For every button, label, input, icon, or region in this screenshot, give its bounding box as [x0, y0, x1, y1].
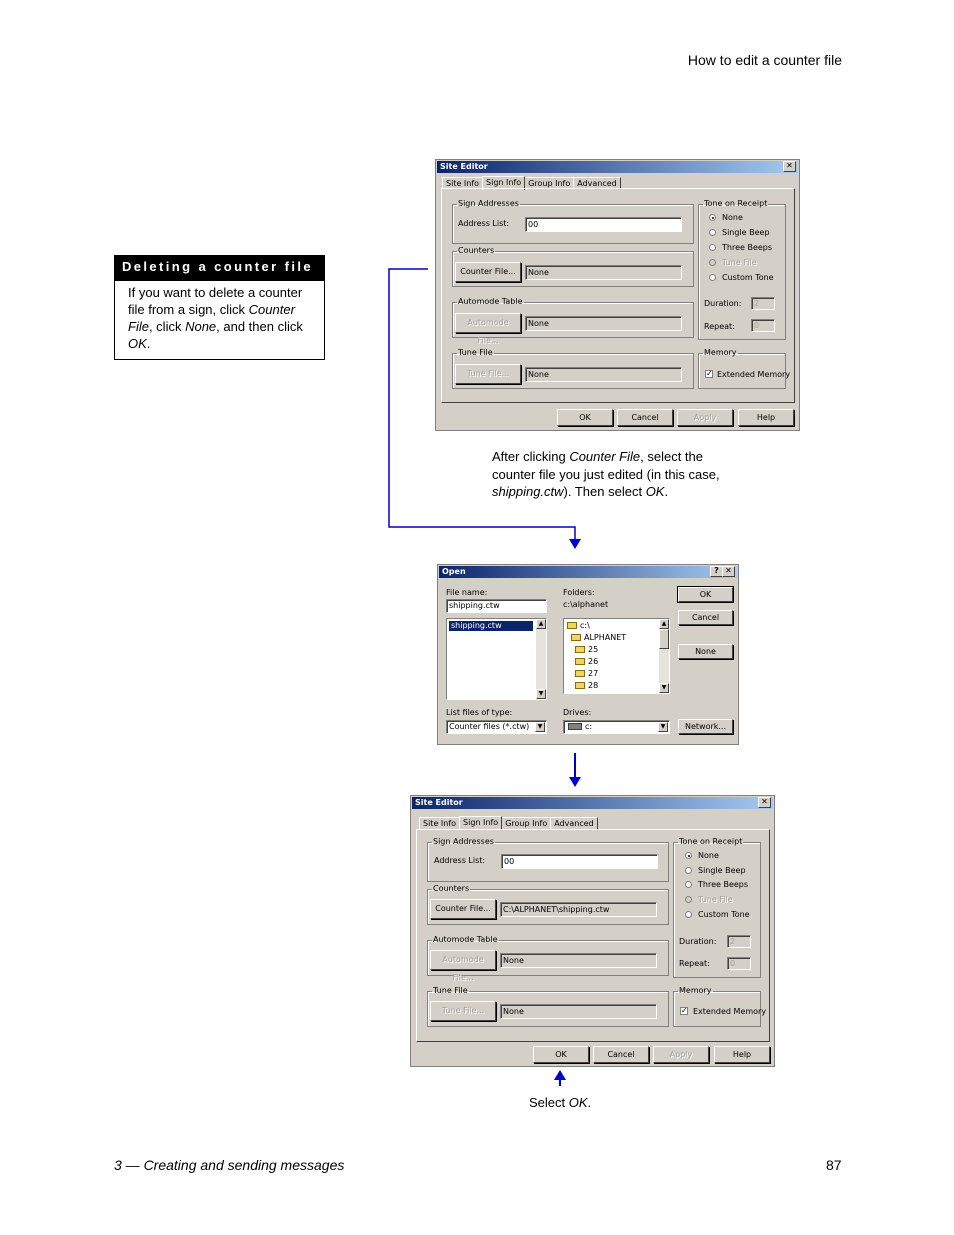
drives-label: Drives: — [563, 708, 592, 717]
scroll-down-icon[interactable]: ▼ — [659, 683, 669, 693]
radio-label: Single Beep — [698, 866, 746, 875]
folder-icon — [575, 658, 585, 665]
cancel-button[interactable]: Cancel — [593, 1046, 649, 1063]
sidebar-emphasis: Counter File — [128, 302, 295, 334]
counter-file-field: None — [525, 265, 682, 280]
radio-label: Tune File — [722, 258, 757, 267]
radio-tune-file[interactable] — [685, 896, 692, 903]
radio-none[interactable] — [709, 214, 716, 221]
group-legend: Automode Table — [458, 297, 523, 306]
duration-input[interactable]: 2 — [751, 297, 775, 310]
tab-strip — [442, 175, 620, 187]
none-button[interactable]: None — [678, 644, 733, 659]
sidebar-emphasis: OK — [128, 336, 147, 351]
site-editor-dialog-after — [410, 795, 775, 1067]
apply-button[interactable]: Apply — [653, 1046, 709, 1063]
address-list-input[interactable]: 00 — [501, 854, 658, 869]
group-legend: Sign Addresses — [433, 837, 494, 846]
caption-emphasis: OK — [645, 484, 665, 499]
caption-text: After clicking — [492, 449, 570, 464]
tab-sign-info[interactable]: Sign Info — [459, 816, 502, 830]
folder-item[interactable] — [575, 681, 598, 690]
repeat-input[interactable]: 0 — [751, 319, 775, 332]
radio-label: Custom Tone — [722, 273, 774, 282]
dialog-title: Open — [442, 567, 466, 576]
automode-file-field: None — [500, 953, 657, 968]
site-editor-dialog-before — [435, 159, 800, 431]
chevron-down-icon[interactable]: ▼ — [535, 722, 545, 732]
file-list-scrollbar[interactable] — [536, 619, 546, 699]
drives-select[interactable] — [563, 720, 670, 734]
tune-file-button[interactable]: Tune File... — [430, 1001, 496, 1021]
duration-label: Duration: — [704, 299, 742, 308]
ok-button[interactable]: OK — [557, 409, 613, 426]
dialog-titlebar — [412, 797, 773, 809]
caption-text: Select — [529, 1095, 569, 1110]
arrowhead-down-2 — [569, 777, 581, 787]
sidebar-text: If you want to delete a counter file from a sign, click — [128, 285, 303, 317]
list-type-value: Counter files (*.ctw) — [449, 722, 530, 731]
group-legend: Counters — [458, 246, 495, 255]
page-number: 87 — [826, 1157, 842, 1173]
scroll-up-icon[interactable]: ▲ — [536, 619, 546, 629]
radio-label: Single Beep — [722, 228, 770, 237]
drives-value: c: — [585, 722, 593, 731]
folder-item[interactable] — [575, 669, 598, 678]
folder-icon — [575, 646, 585, 653]
folders-label: Folders: — [563, 588, 595, 597]
radio-label: Tune File — [698, 895, 733, 904]
radio-three-beeps[interactable] — [709, 244, 716, 251]
tune-file-button[interactable]: Tune File... — [455, 364, 521, 384]
folders-path: c:\alphanet — [563, 600, 609, 609]
caption-text: , select the counter file you just edited (in this case, — [492, 449, 720, 482]
sidebar-emphasis: None — [185, 319, 217, 334]
folder-item-label: c:\ — [580, 621, 590, 630]
close-icon[interactable]: ✕ — [758, 797, 771, 808]
extended-memory-checkbox[interactable]: ✓ — [706, 369, 713, 378]
folder-item-label: 27 — [588, 669, 599, 678]
tab-site-info[interactable]: Site Info — [442, 177, 483, 189]
network-button[interactable]: Network... — [678, 719, 733, 734]
sidebar-text: . — [146, 336, 151, 351]
caption-select-ok — [529, 1094, 591, 1112]
close-icon[interactable]: ✕ — [783, 161, 796, 172]
open-folder-icon — [567, 622, 577, 629]
group-legend: Counters — [433, 884, 470, 893]
ok-button[interactable]: OK — [533, 1046, 589, 1063]
group-legend: Tune File — [458, 348, 493, 357]
folder-item[interactable] — [571, 633, 626, 642]
counter-file-field: C:\ALPHANET\shipping.ctw — [500, 902, 657, 917]
folder-icon — [575, 670, 585, 677]
counter-file-button[interactable]: Counter File... — [430, 899, 496, 919]
arrowhead-up-3 — [554, 1070, 566, 1080]
tab-advanced[interactable]: Advanced — [573, 177, 621, 189]
tune-file-field: None — [525, 367, 682, 382]
file-name-label: File name: — [446, 588, 488, 597]
close-icon[interactable]: ✕ — [722, 566, 735, 577]
checkbox-label: Extended Memory — [693, 1007, 767, 1016]
cancel-button[interactable]: Cancel — [678, 610, 733, 625]
radio-tune-file[interactable] — [709, 259, 716, 266]
repeat-label: Repeat: — [679, 959, 710, 968]
duration-input[interactable]: 2 — [727, 935, 751, 948]
group-legend: Tone on Receipt — [679, 837, 743, 846]
automode-file-button[interactable]: Automode File... — [455, 313, 521, 333]
repeat-input[interactable]: 0 — [727, 957, 751, 970]
repeat-label: Repeat: — [704, 322, 735, 331]
caption-counter-file — [492, 448, 732, 501]
extended-memory-checkbox[interactable]: ✓ — [681, 1006, 688, 1015]
sidebar-text: , click — [148, 319, 186, 334]
running-header: How to edit a counter file — [687, 52, 842, 68]
folder-item-label: 25 — [588, 645, 599, 654]
help-button[interactable]: Help — [714, 1046, 770, 1063]
caption-text: . — [587, 1095, 592, 1110]
group-legend: Tone on Receipt — [704, 199, 768, 208]
caption-text: . — [664, 484, 669, 499]
file-list[interactable] — [446, 618, 547, 700]
file-list-item[interactable]: shipping.ctw — [449, 621, 533, 631]
counter-file-button[interactable]: Counter File... — [455, 262, 521, 282]
radio-single-beep[interactable] — [685, 867, 692, 874]
group-legend: Memory — [704, 348, 737, 357]
folder-item-label: ALPHANET — [584, 633, 627, 642]
automode-file-button[interactable]: Automode File... — [430, 950, 496, 970]
help-icon[interactable]: ? — [710, 566, 723, 577]
radio-custom-tone[interactable] — [709, 274, 716, 281]
tab-advanced[interactable]: Advanced — [550, 817, 598, 829]
radio-label: Custom Tone — [698, 910, 750, 919]
scroll-up-icon[interactable]: ▲ — [659, 619, 669, 629]
dialog-title: Site Editor — [440, 162, 488, 171]
tab-site-info[interactable]: Site Info — [419, 817, 460, 829]
caption-text: ). Then select — [563, 484, 646, 499]
tab-group-info[interactable]: Group Info — [501, 817, 551, 829]
group-legend: Memory — [679, 986, 712, 995]
address-list-input[interactable]: 00 — [525, 217, 682, 232]
checkbox-label: Extended Memory — [717, 370, 791, 379]
footer-chapter: 3 — Creating and sending messages — [114, 1157, 345, 1173]
group-legend: Automode Table — [433, 935, 498, 944]
tab-sign-info[interactable]: Sign Info — [482, 176, 525, 190]
radio-label: Three Beeps — [722, 243, 773, 252]
folder-item-label: 26 — [588, 657, 599, 666]
open-folder-icon — [571, 634, 581, 641]
duration-label: Duration: — [679, 937, 717, 946]
caption-emphasis: Counter File — [569, 449, 641, 464]
automode-file-field: None — [525, 316, 682, 331]
folder-list[interactable] — [563, 618, 670, 694]
radio-none[interactable] — [685, 852, 692, 859]
cancel-button[interactable]: Cancel — [617, 409, 673, 426]
sidebar-title: Deleting a counter file — [115, 256, 324, 281]
scroll-down-icon[interactable]: ▼ — [536, 689, 546, 699]
radio-label: None — [698, 851, 719, 860]
drive-icon — [568, 723, 582, 730]
chevron-down-icon[interactable]: ▼ — [658, 722, 668, 732]
dialog-titlebar — [437, 161, 798, 173]
sidebar-text: , and then click — [216, 319, 303, 334]
arrowhead-down-1 — [569, 539, 581, 549]
folder-item[interactable] — [575, 645, 598, 654]
address-list-label: Address List: — [434, 856, 486, 865]
ok-button[interactable]: OK — [678, 587, 733, 602]
group-legend: Sign Addresses — [458, 199, 519, 208]
list-type-select[interactable] — [446, 720, 547, 734]
apply-button[interactable]: Apply — [677, 409, 733, 426]
caption-emphasis: shipping.ctw — [492, 484, 564, 499]
radio-single-beep[interactable] — [709, 229, 716, 236]
tab-strip — [419, 815, 597, 827]
radio-label: Three Beeps — [698, 880, 749, 889]
group-legend: Tune File — [433, 986, 468, 995]
dialog-titlebar — [439, 566, 737, 578]
help-button[interactable]: Help — [738, 409, 794, 426]
radio-label: None — [722, 213, 743, 222]
folder-list-scrollbar[interactable] — [659, 619, 669, 693]
scroll-thumb[interactable] — [659, 629, 669, 649]
list-type-label: List files of type: — [446, 708, 513, 717]
tab-group-info[interactable]: Group Info — [524, 177, 574, 189]
folder-item[interactable] — [567, 621, 590, 630]
caption-emphasis: OK — [568, 1095, 588, 1110]
file-name-input[interactable]: shipping.ctw — [446, 599, 547, 613]
tune-file-field: None — [500, 1004, 657, 1019]
folder-icon — [575, 682, 585, 689]
radio-custom-tone[interactable] — [685, 911, 692, 918]
address-list-label: Address List: — [458, 219, 510, 228]
folder-item-label: 28 — [588, 681, 599, 690]
folder-item[interactable] — [575, 657, 598, 666]
radio-three-beeps[interactable] — [685, 881, 692, 888]
dialog-title: Site Editor — [415, 798, 463, 807]
open-dialog — [437, 564, 739, 745]
